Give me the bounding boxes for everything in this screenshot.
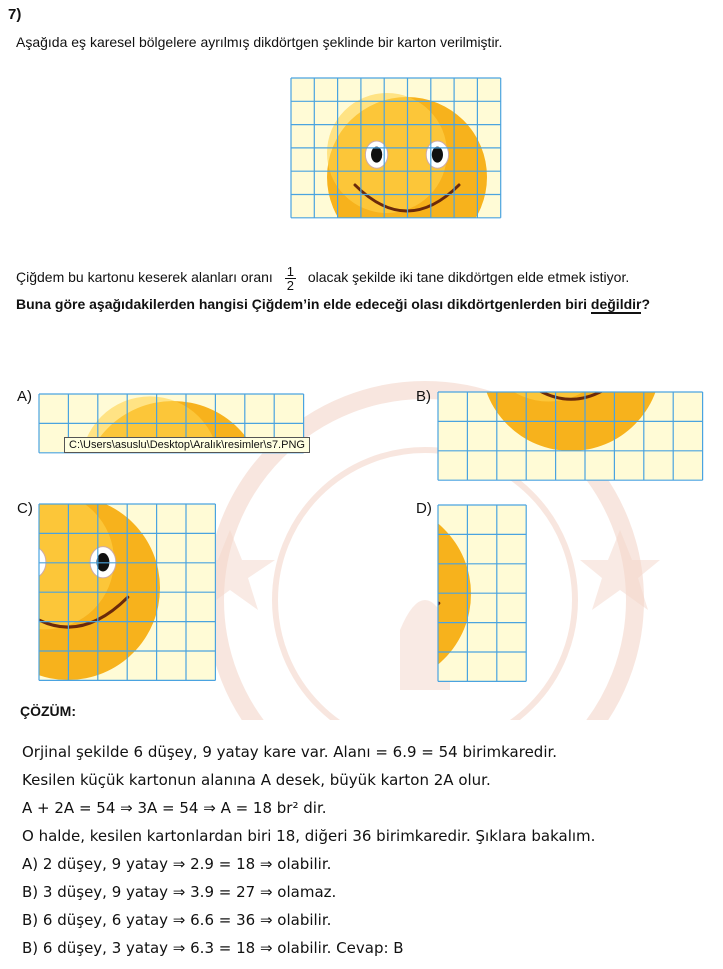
question-number: 7): [8, 6, 22, 23]
solution-line-7: B) 6 düşey, 6 yatay ⇒ 6.6 = 36 ⇒ olabilir.: [22, 911, 332, 929]
option-a-label[interactable]: A): [17, 388, 32, 405]
main-grid-figure: [290, 77, 502, 257]
option-d-label[interactable]: D): [416, 500, 432, 517]
option-c-label[interactable]: C): [17, 500, 33, 517]
solution-line-3: A + 2A = 54 ⇒ 3A = 54 ⇒ A = 18 br² dir.: [22, 799, 327, 817]
solution-title: ÇÖZÜM:: [20, 703, 76, 719]
right-pupil: [432, 147, 443, 163]
file-path-tooltip: C:\Users\asuslu\Desktop\Aralık\resimler\s7.PNG: [64, 437, 310, 453]
solution-line-5: A) 2 düşey, 9 yatay ⇒ 2.9 = 18 ⇒ olabilir.: [22, 855, 332, 873]
option-d-figure[interactable]: [437, 504, 531, 682]
ratio-sentence: [16, 265, 629, 292]
solution-line-1: Orjinal şekilde 6 düşey, 9 yatay kare var. Alanı = 6.9 = 54 birimkaredir.: [22, 743, 558, 761]
solution-line-4: O halde, kesilen kartonlardan biri 18, diğeri 36 birimkaredir. Şıklara bakalım.: [22, 827, 596, 845]
option-c-figure[interactable]: [38, 503, 218, 681]
left-pupil: [371, 147, 382, 163]
question-underlined: değildir: [590, 296, 642, 312]
ratio-text-after: olacak şekilde iki tane dikdörtgen elde etmek istiyor.: [307, 269, 630, 286]
solution-line-2: Kesilen küçük kartonun alanına A desek, büyük karton 2A olur.: [22, 771, 491, 789]
solution-line-8: B) 6 düşey, 3 yatay ⇒ 6.3 = 18 ⇒ olabilir. Cevap: B: [22, 939, 404, 957]
intro-text: Aşağıda eş karesel bölgelere ayrılmış dikdörtgen şeklinde bir karton verilmiştir.: [16, 34, 503, 50]
question-text: [16, 296, 650, 312]
question-before: Buna göre aşağıdakilerden hangisi Çiğdem’in elde edeceği olası dikdörtgenlerden biri: [16, 296, 591, 312]
fraction-denominator: 2: [286, 278, 294, 293]
fraction-one-half: [285, 265, 296, 292]
option-b-label[interactable]: B): [416, 388, 431, 405]
solution-line-6: B) 3 düşey, 9 yatay ⇒ 3.9 = 27 ⇒ olamaz.: [22, 883, 337, 901]
option-b-figure[interactable]: [437, 391, 705, 483]
question-after: ?: [641, 296, 651, 312]
ratio-text-before: Çiğdem bu kartonu keserek alanları oranı: [16, 269, 273, 286]
fraction-numerator: 1: [286, 264, 294, 279]
